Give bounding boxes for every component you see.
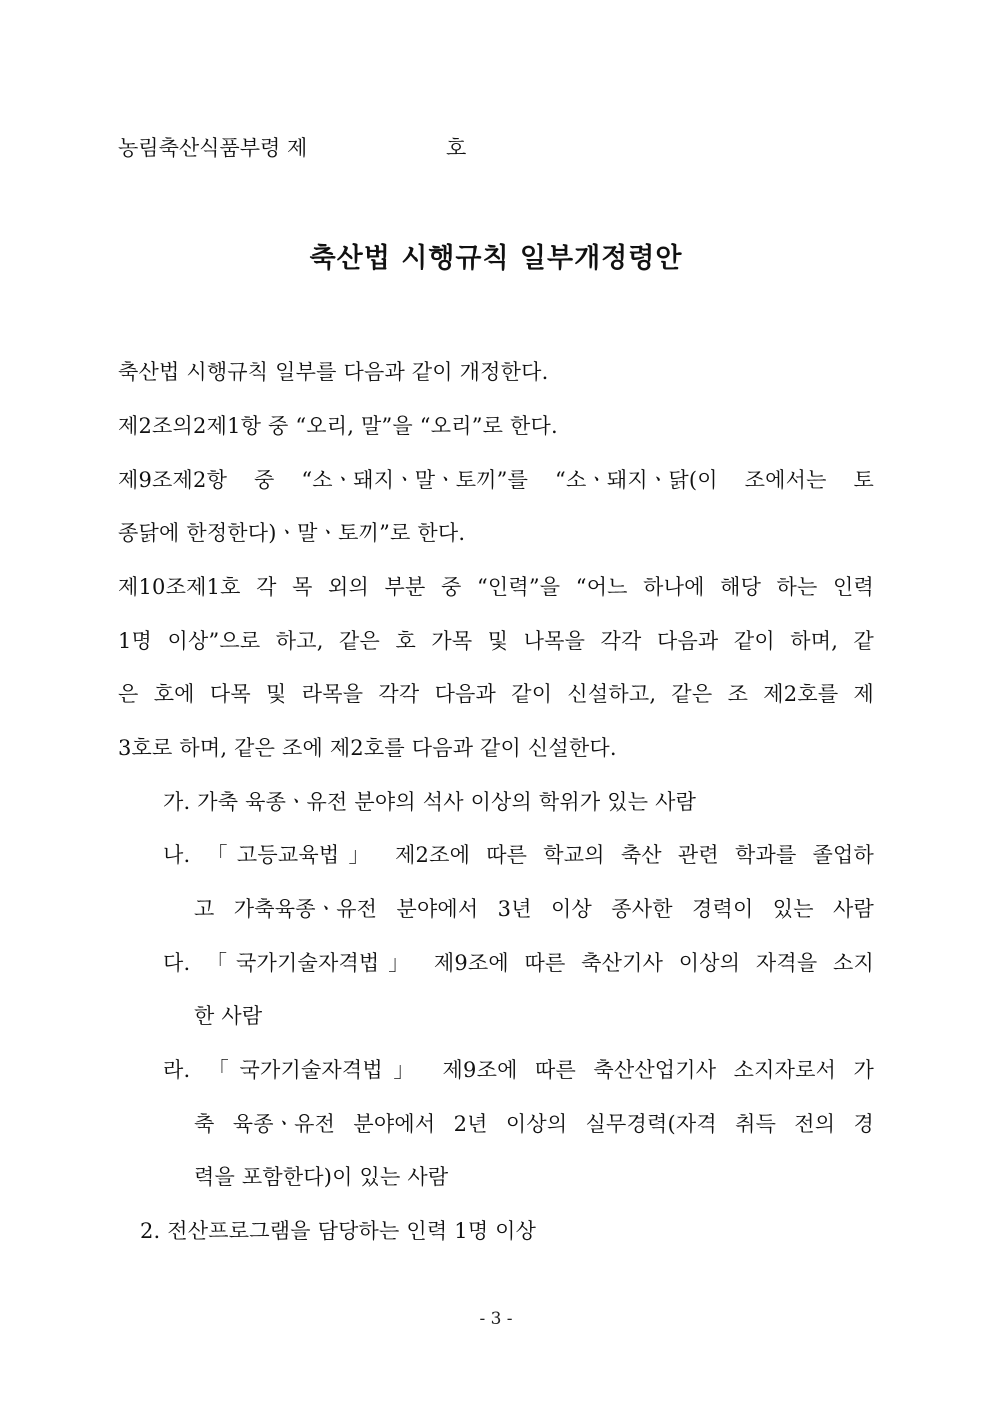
- document-title: 축산법 시행규칙 일부개정령안: [309, 243, 683, 274]
- article-9-amendment-line-2: 종닭에 한정한다)ㆍ말ㆍ토끼”로 한다.: [118, 521, 466, 545]
- article-10-amendment-line-3: 은 호에 다목 및 라목을 각각 다음과 같이 신설하고, 같은 조 제2호를 제: [118, 682, 874, 706]
- list-item-ra-line-2: 축 육종ㆍ유전 분야에서 2년 이상의 실무경력(자격 취득 전의 경: [194, 1112, 874, 1136]
- article-10-amendment-line-4: 3호로 하며, 같은 조에 제2호를 다음과 같이 신설한다.: [118, 736, 617, 760]
- intro-paragraph: 축산법 시행규칙 일부를 다음과 같이 개정한다.: [118, 360, 549, 384]
- list-item-ga: 가. 가축 육종ㆍ유전 분야의 석사 이상의 학위가 있는 사람: [163, 790, 697, 814]
- list-item-2: 2. 전산프로그램을 담당하는 인력 1명 이상: [140, 1219, 537, 1243]
- list-item-da-line-1: 다. 「국가기술자격법」 제9조에 따른 축산기사 이상의 자격을 소지: [163, 951, 874, 975]
- article-9-amendment-line-1: 제9조제2항 중 “소ㆍ돼지ㆍ말ㆍ토끼”를 “소ㆍ돼지ㆍ닭(이 조에서는 토: [118, 468, 874, 492]
- article-10-amendment-line-1: 제10조제1호 각 목 외의 부분 중 “인력”을 “어느 하나에 해당 하는 인력: [118, 575, 874, 599]
- list-item-ra-line-3: 력을 포함한다)이 있는 사람: [194, 1165, 449, 1189]
- article-10-amendment-line-2: 1명 이상”으로 하고, 같은 호 가목 및 나목을 각각 다음과 같이 하며, 같: [118, 629, 874, 653]
- page-number: - 3 -: [479, 1309, 513, 1329]
- article-2-amendment: 제2조의2제1항 중 “오리, 말”을 “오리”로 한다.: [118, 414, 558, 438]
- list-item-ra-line-1: 라. 「국가기술자격법」 제9조에 따른 축산산업기사 소지자로서 가: [163, 1058, 874, 1082]
- list-item-na-line-1: 나. 「고등교육법」 제2조에 따른 학교의 축산 관련 학과를 졸업하: [163, 843, 874, 867]
- ministry-ordinance-label: 농림축산식품부령 제: [118, 136, 308, 160]
- list-item-na-line-2: 고 가축육종ㆍ유전 분야에서 3년 이상 종사한 경력이 있는 사람: [194, 897, 874, 921]
- list-item-da-line-2: 한 사람: [194, 1004, 263, 1028]
- ordinance-number-suffix: 호: [446, 136, 467, 160]
